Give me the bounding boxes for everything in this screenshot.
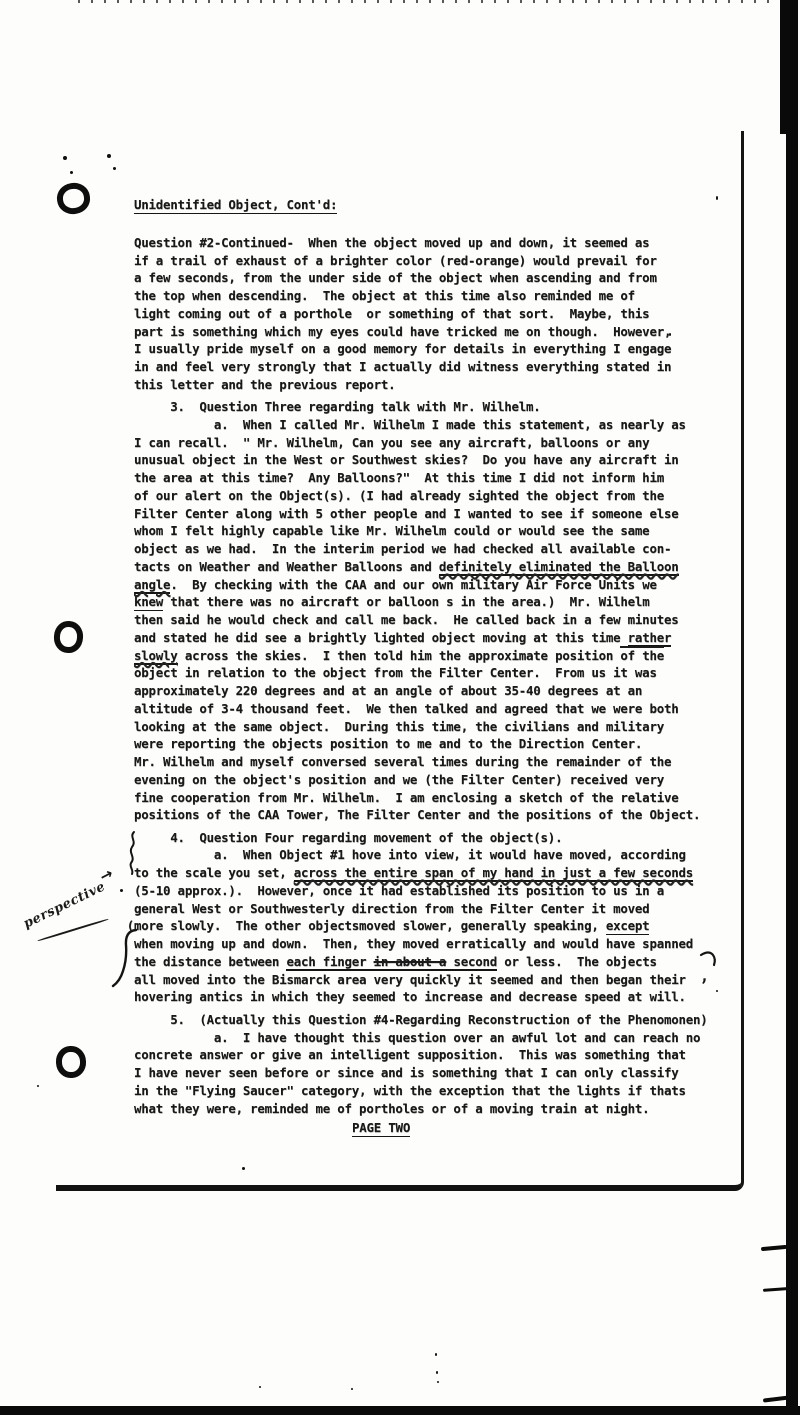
scan-speck [120, 889, 123, 892]
text-line: the distance between each finger in about a second or less. The objects [134, 953, 657, 969]
text-line: hovering antics in which they seemed to increase and decrease speed at will. [134, 989, 686, 1005]
text-line: part is something which my eyes could have tricked me on though. However, [134, 323, 672, 339]
text-line: angle. By checking with the CAA and our own military Air Force Units we [134, 576, 657, 592]
footer-line [352, 1120, 410, 1135]
text-line: of our alert on the Object(s). (I had already sighted the object from the [134, 487, 664, 503]
text-line: approximately 220 degrees and at an angle of about 35-40 degrees at an [134, 683, 643, 699]
scan-speck [63, 156, 67, 160]
scan-noise-top-ticks [78, 0, 770, 3]
text-line: altitude of 3-4 thousand feet. We then talked and agreed that we were both [134, 700, 679, 716]
text-line: evening on the object's position and we (the Filter Center) received very [134, 771, 664, 787]
text-line: (more slowly. The other objectsmoved slower, generally speaking, except [126, 918, 650, 934]
scan-speck [37, 1085, 39, 1087]
text-line: were reporting the objects position to me and to the Direction Center. [134, 736, 643, 752]
scan-speck [259, 1386, 261, 1388]
text-line: Mr. Wilhelm and myself conversed several times during the remainder of the [134, 754, 672, 770]
text-line: 4. Question Four regarding movement of the object(s). [134, 829, 563, 845]
scan-edge-bottom-strip [0, 1406, 800, 1415]
text-line: a. When Object #1 hove into view, it would have moved, according [134, 847, 686, 863]
page-footer: PAGE TWO [352, 1120, 411, 1135]
text-line: if a trail of exhaust of a brighter color (red-orange) would prevail for [134, 252, 657, 268]
scan-speck [436, 1371, 438, 1374]
text-line: a. When I called Mr. Wilhelm I made this statement, as nearly as [134, 416, 686, 432]
scan-speck [437, 1381, 439, 1383]
text-line: (5-10 approx.). However, once it had established its position to us in a [134, 882, 664, 898]
handwritten-comma-mark: , [699, 965, 709, 987]
document-title: Unidentified Object, Cont'd: [134, 197, 338, 212]
paragraph [126, 829, 744, 1007]
paragraph [134, 1011, 744, 1118]
text-line: looking at the same object. During this time, the civilians and military [134, 718, 664, 734]
scan-speck [113, 167, 116, 170]
text-line: object as we had. In the interim period we had checked all available con- [134, 541, 672, 557]
handwritten-margin-note: perspective [21, 879, 108, 932]
text-line: then said he would check and call me back. He called back in a few minutes [134, 612, 679, 628]
text-line: to the scale you set, across the entire span of my hand in just a few seconds [134, 865, 694, 881]
title-line [134, 196, 744, 214]
text-line: in the "Flying Saucer" category, with the exception that the lights if thats [134, 1082, 686, 1098]
text-line: concrete answer or give an intelligent supposition. This was something that [134, 1047, 686, 1063]
text-line: I can recall. " Mr. Wilhelm, Can you see any aircraft, balloons or any [134, 434, 650, 450]
text-line: 3. Question Three regarding talk with Mr. Wilhelm. [134, 399, 541, 415]
scan-speck [70, 171, 73, 174]
text-line: object in relation to the object from the Filter Center. From us it was [134, 665, 657, 681]
text-line: a. I have thought this question over an awful lot and can reach no [134, 1029, 701, 1045]
paragraph [134, 398, 744, 824]
text-line: positions of the CAA Tower, The Filter Center and the positions of the Object. [134, 807, 701, 823]
text-line: and stated he did see a brightly lighted object moving at this time rather [134, 629, 672, 645]
scan-tick-mark [761, 1245, 787, 1251]
text-line: Filter Center along with 5 other people and I wanted to see if someone else [134, 505, 679, 521]
scan-edge-bar [786, 0, 798, 1415]
scan-edge-bar-top [780, 0, 788, 134]
scan-speck [435, 1353, 437, 1356]
text-line: I have never seen before or since and is something that I can only classify [134, 1065, 679, 1081]
handwritten-arrow-icon: → [96, 864, 117, 886]
text-line: unusual object in the West or Southwest skies? Do you have any aircraft in [134, 452, 679, 468]
scan-speck [351, 1388, 353, 1390]
text-line: fine cooperation from Mr. Wilhelm. I am enclosing a sketch of the relative [134, 789, 679, 805]
text-line: I usually pride myself on a good memory for details in everything I engage [134, 341, 672, 357]
text-line: whom I felt highly capable like Mr. Wilhelm could or would see the same [134, 523, 650, 539]
document-body [126, 196, 744, 1122]
scan-speck [242, 1167, 245, 1170]
text-line: this letter and the previous report. [134, 376, 396, 392]
text-line: slowly across the skies. I then told him the approximate position of the [134, 647, 664, 663]
text-line: tacts on Weather and Weather Balloons and definitely eliminated the Balloon [134, 558, 679, 574]
text-line: the top when descending. The object at this time also reminded me of [134, 288, 635, 303]
text-line: light coming out of a porthole or something of that sort. Maybe, this [134, 305, 650, 321]
paragraph [134, 234, 744, 394]
text-line: 5. (Actually this Question #4-Regarding Reconstruction of the Phenomonen) [134, 1011, 708, 1027]
text-line: all moved into the Bismarck area very quickly it seemed and then began their [134, 971, 686, 987]
scan-speck [107, 154, 111, 158]
scan-tick-mark [763, 1287, 787, 1292]
text-line: the area at this time? Any Balloons?" At this time I did not inform him [134, 470, 664, 486]
text-line: Question #2-Continued- When the object moved up and down, it seemed as [134, 234, 650, 250]
text-line: when moving up and down. Then, they moved erratically and would have spanned [134, 936, 694, 952]
text-line: general West or Southwesterly direction from the Filter Center it moved [134, 900, 650, 916]
text-line: in and feel very strongly that I actually did witness everything stated in [134, 359, 672, 374]
text-line: a few seconds, from the under side of the object when ascending and from [134, 270, 657, 286]
text-line: knew that there was no aircraft or balloon s in the area.) Mr. Wilhelm [134, 594, 650, 610]
text-line: what they were, reminded me of portholes or of a moving train at night. [134, 1100, 650, 1116]
